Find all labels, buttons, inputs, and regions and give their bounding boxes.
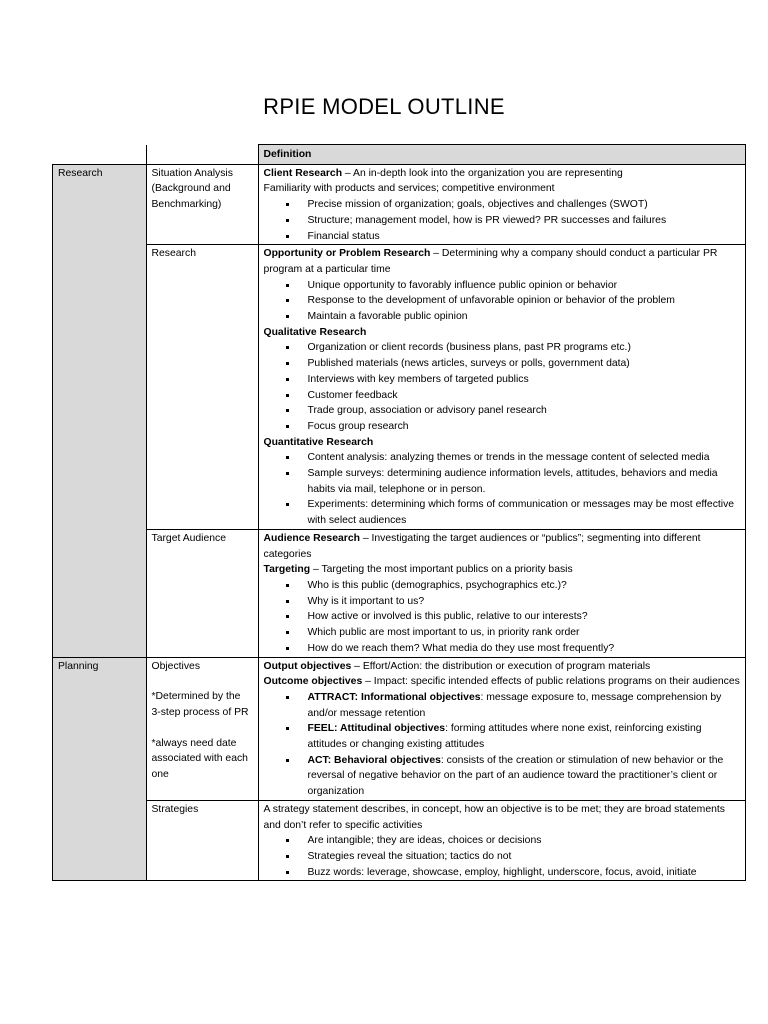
definition-text: Familiarity with products and services; competitive environment	[263, 183, 555, 195]
quantitative-heading	[264, 435, 741, 451]
term-description: : consists of the creation or stimulation of new behavior or the reversal of negative behavior on the part of an audience toward the practitioner’s client or organization	[307, 754, 724, 798]
list-item	[308, 721, 741, 752]
output-objectives-line	[264, 659, 741, 675]
term-description: : message exposure to, message comprehension by and/or message retention	[307, 691, 722, 719]
table-row	[53, 164, 746, 245]
term: ACT: Behavioral objectives	[307, 754, 441, 766]
term-description: – An in-depth look into the organization you are representing	[342, 167, 623, 179]
bullet-list	[264, 340, 741, 434]
term: Client Research	[263, 167, 343, 179]
term-description: – Effort/Action: the distribution or execution of program materials	[351, 660, 651, 672]
list-item: Unique opportunity to favorably influence public opinion or behavior	[308, 278, 741, 294]
table-row	[53, 657, 746, 800]
outcome-objectives-line	[264, 674, 741, 690]
bullet-list	[264, 690, 741, 800]
definition-cell	[258, 529, 746, 657]
list-item: Organization or client records (business plans, past PR programs etc.)	[308, 340, 741, 356]
list-item: Structure; management model, how is PR viewed? PR successes and failures	[308, 213, 741, 229]
list-item: Maintain a favorable public opinion	[308, 309, 741, 325]
term-description: : forming attitudes where none exist, reinforcing existing attitudes or changing existing attitudes	[307, 723, 702, 751]
subcategory-research: Research	[146, 245, 258, 530]
definition-cell	[258, 657, 746, 800]
client-research-line	[264, 166, 741, 182]
list-item: Strategies reveal the situation; tactics do not	[308, 849, 741, 865]
list-item: Published materials (news articles, surveys or polls, government data)	[308, 356, 741, 372]
term: Audience Research	[263, 532, 360, 544]
list-item: Content analysis: analyzing themes or trends in the message content of selected media	[308, 450, 741, 466]
term: Qualitative Research	[263, 326, 367, 338]
term: Targeting	[263, 564, 311, 576]
targeting-line	[264, 562, 741, 578]
category-research: Research	[53, 164, 147, 657]
subcategory-situation-analysis: Situation Analysis (Background and Benchmarking)	[146, 164, 258, 245]
term: Output objectives	[263, 660, 352, 672]
subcategory-strategies: Strategies	[146, 800, 258, 881]
definition-cell	[258, 164, 746, 245]
list-item: Sample surveys: determining audience information levels, attitudes, behaviors and media habits via mail, telephone or in person.	[308, 466, 741, 497]
definition-cell	[258, 245, 746, 530]
header-blank-cell	[53, 145, 147, 165]
category-planning: Planning	[53, 657, 147, 881]
list-item: Buzz words: leverage, showcase, employ, highlight, underscore, focus, avoid, initiate	[308, 865, 741, 881]
list-item	[308, 753, 741, 800]
spacer	[152, 721, 253, 736]
list-item: How do we reach them? What media do they use most frequently?	[308, 641, 741, 657]
list-item: Response to the development of unfavorable opinion or behavior of the problem	[308, 293, 741, 309]
list-item: Experiments: determining which forms of communication or messages may be most effective with select audiences	[308, 497, 741, 528]
bullet-list	[264, 450, 741, 529]
bullet-list	[264, 278, 741, 325]
list-item: Which public are most important to us, in priority rank order	[308, 625, 741, 641]
bullet-list	[264, 197, 741, 244]
term: FEEL: Attitudinal objectives	[307, 723, 446, 735]
objectives-note: *Determined by the 3-step process of PR	[151, 691, 249, 718]
list-item: Interviews with key members of targeted publics	[308, 372, 741, 388]
table-row	[53, 529, 746, 657]
subcategory-objectives	[146, 657, 258, 800]
term: Quantitative Research	[263, 436, 374, 448]
term-description: – Investigating the target audiences or “publics”; segmenting into different categories	[263, 532, 701, 560]
opportunity-research-line	[264, 246, 741, 277]
term: Opportunity or Problem Research	[263, 248, 431, 260]
subcategory-label: Objectives	[151, 660, 201, 672]
objectives-note: *always need date associated with each one	[151, 737, 248, 781]
spacer	[152, 674, 253, 689]
page-title: RPIE MODEL OUTLINE	[263, 94, 505, 119]
header-row	[53, 145, 746, 165]
definition-text: A strategy statement describes, in concept, how an objective is to be met; they are broad statements and don’t refer to specific activities	[263, 803, 725, 831]
term-description: – Determining why a company should conduct a particular PR program at a particular time	[263, 248, 718, 275]
rpie-outline-table	[52, 144, 746, 881]
list-item: Who is this public (demographics, psychographics etc.)?	[308, 578, 741, 594]
list-item: Trade group, association or advisory panel research	[308, 403, 741, 419]
list-item: Are intangible; they are ideas, choices or decisions	[308, 833, 741, 849]
table-row	[53, 245, 746, 530]
subcategory-target-audience: Target Audience	[146, 529, 258, 657]
header-blank-cell	[146, 145, 258, 165]
list-item: Focus group research	[308, 419, 741, 435]
list-item	[308, 690, 741, 721]
list-item: Precise mission of organization; goals, objectives and challenges (SWOT)	[308, 197, 741, 213]
term-description: – Impact: specific intended effects of public relations programs on their audiences	[362, 676, 740, 688]
bullet-list	[264, 833, 741, 880]
table-row	[53, 800, 746, 881]
term-description: – Targeting the most important publics on a priority basis	[310, 564, 573, 576]
bullet-list	[264, 578, 741, 657]
definition-cell	[258, 800, 746, 881]
term: ATTRACT: Informational objectives	[307, 691, 481, 703]
qualitative-heading	[264, 325, 741, 341]
list-item: Financial status	[308, 229, 741, 245]
term: Outcome objectives	[263, 676, 363, 688]
definition-header: Definition	[258, 145, 746, 165]
list-item: How active or involved is this public, relative to our interests?	[308, 609, 741, 625]
audience-research-line	[264, 531, 741, 562]
list-item: Why is it important to us?	[308, 594, 741, 610]
list-item: Customer feedback	[308, 388, 741, 404]
